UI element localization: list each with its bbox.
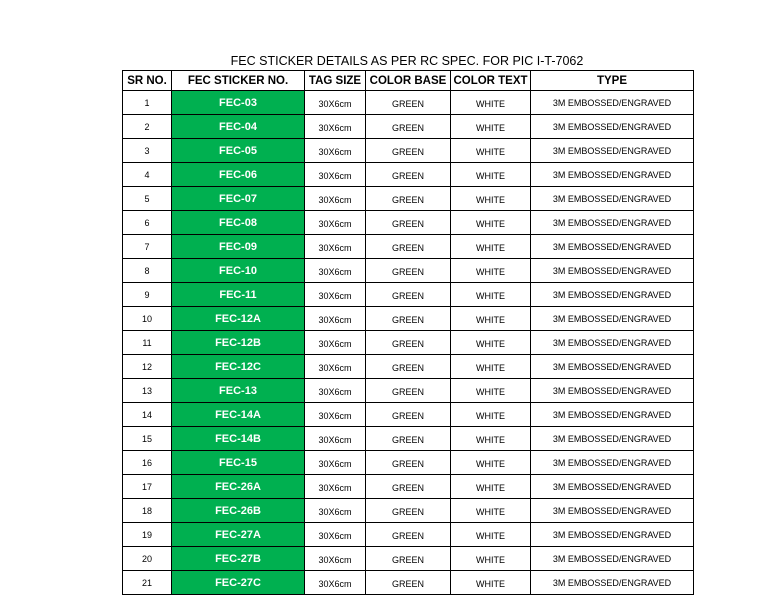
sticker-no-cell: FEC-15 [172, 451, 305, 475]
color-base-cell: GREEN [366, 523, 451, 547]
color-base-cell: GREEN [366, 307, 451, 331]
table-row [123, 499, 694, 523]
tag-size-cell: 30X6cm [305, 91, 366, 115]
color-text-cell: WHITE [451, 547, 531, 571]
tag-size-cell: 30X6cm [305, 379, 366, 403]
tag-size-cell: 30X6cm [305, 523, 366, 547]
type-cell: 3M EMBOSSED/ENGRAVED [531, 163, 694, 187]
sr-cell: 16 [123, 451, 172, 475]
sr-cell: 7 [123, 235, 172, 259]
type-cell: 3M EMBOSSED/ENGRAVED [531, 427, 694, 451]
table-row [123, 91, 694, 115]
tag-size-cell: 30X6cm [305, 451, 366, 475]
sr-cell: 12 [123, 355, 172, 379]
table-row [123, 379, 694, 403]
table-row [123, 451, 694, 475]
type-cell: 3M EMBOSSED/ENGRAVED [531, 451, 694, 475]
tag-size-cell: 30X6cm [305, 331, 366, 355]
sr-cell: 10 [123, 307, 172, 331]
color-base-cell: GREEN [366, 427, 451, 451]
table-row [123, 139, 694, 163]
sr-cell: 15 [123, 427, 172, 451]
type-cell: 3M EMBOSSED/ENGRAVED [531, 475, 694, 499]
sr-cell: 5 [123, 187, 172, 211]
type-cell: 3M EMBOSSED/ENGRAVED [531, 523, 694, 547]
sr-cell: 1 [123, 91, 172, 115]
color-base-cell: GREEN [366, 379, 451, 403]
color-text-cell: WHITE [451, 235, 531, 259]
color-text-cell: WHITE [451, 379, 531, 403]
color-text-cell: WHITE [451, 91, 531, 115]
header-type: TYPE [531, 71, 694, 91]
tag-size-cell: 30X6cm [305, 547, 366, 571]
sticker-no-cell: FEC-12A [172, 307, 305, 331]
tag-size-cell: 30X6cm [305, 211, 366, 235]
sr-cell: 8 [123, 259, 172, 283]
sticker-no-cell: FEC-11 [172, 283, 305, 307]
sticker-no-cell: FEC-14A [172, 403, 305, 427]
color-text-cell: WHITE [451, 115, 531, 139]
type-cell: 3M EMBOSSED/ENGRAVED [531, 355, 694, 379]
sr-cell: 3 [123, 139, 172, 163]
color-base-cell: GREEN [366, 475, 451, 499]
sr-cell: 2 [123, 115, 172, 139]
sticker-no-cell: FEC-12C [172, 355, 305, 379]
table-row [123, 403, 694, 427]
sticker-no-cell: FEC-09 [172, 235, 305, 259]
tag-size-cell: 30X6cm [305, 571, 366, 595]
color-base-cell: GREEN [366, 163, 451, 187]
color-base-cell: GREEN [366, 283, 451, 307]
table-row [123, 571, 694, 595]
table-row [123, 283, 694, 307]
table-body [123, 91, 694, 595]
sticker-no-cell: FEC-12B [172, 331, 305, 355]
type-cell: 3M EMBOSSED/ENGRAVED [531, 91, 694, 115]
color-base-cell: GREEN [366, 235, 451, 259]
sr-cell: 20 [123, 547, 172, 571]
color-text-cell: WHITE [451, 523, 531, 547]
type-cell: 3M EMBOSSED/ENGRAVED [531, 187, 694, 211]
table-row [123, 547, 694, 571]
sticker-no-cell: FEC-04 [172, 115, 305, 139]
color-text-cell: WHITE [451, 475, 531, 499]
sr-cell: 9 [123, 283, 172, 307]
sr-cell: 14 [123, 403, 172, 427]
color-text-cell: WHITE [451, 571, 531, 595]
type-cell: 3M EMBOSSED/ENGRAVED [531, 115, 694, 139]
type-cell: 3M EMBOSSED/ENGRAVED [531, 403, 694, 427]
color-base-cell: GREEN [366, 451, 451, 475]
tag-size-cell: 30X6cm [305, 307, 366, 331]
header-color-text: COLOR TEXT [451, 71, 531, 91]
sr-cell: 21 [123, 571, 172, 595]
color-text-cell: WHITE [451, 403, 531, 427]
sticker-no-cell: FEC-07 [172, 187, 305, 211]
color-base-cell: GREEN [366, 211, 451, 235]
table-row [123, 475, 694, 499]
sticker-no-cell: FEC-27B [172, 547, 305, 571]
color-text-cell: WHITE [451, 139, 531, 163]
color-base-cell: GREEN [366, 499, 451, 523]
sr-cell: 6 [123, 211, 172, 235]
tag-size-cell: 30X6cm [305, 115, 366, 139]
color-base-cell: GREEN [366, 355, 451, 379]
color-text-cell: WHITE [451, 499, 531, 523]
tag-size-cell: 30X6cm [305, 235, 366, 259]
type-cell: 3M EMBOSSED/ENGRAVED [531, 571, 694, 595]
color-base-cell: GREEN [366, 187, 451, 211]
header-tag-size: TAG SIZE [305, 71, 366, 91]
header-sticker-no: FEC STICKER NO. [172, 71, 305, 91]
sticker-no-cell: FEC-14B [172, 427, 305, 451]
sticker-no-cell: FEC-10 [172, 259, 305, 283]
color-base-cell: GREEN [366, 115, 451, 139]
sr-cell: 4 [123, 163, 172, 187]
sticker-no-cell: FEC-27C [172, 571, 305, 595]
sticker-no-cell: FEC-26A [172, 475, 305, 499]
sr-cell: 17 [123, 475, 172, 499]
sticker-no-cell: FEC-13 [172, 379, 305, 403]
type-cell: 3M EMBOSSED/ENGRAVED [531, 379, 694, 403]
tag-size-cell: 30X6cm [305, 403, 366, 427]
page-title: FEC STICKER DETAILS AS PER RC SPEC. FOR PIC I-T-7062 [230, 54, 584, 68]
sr-cell: 19 [123, 523, 172, 547]
sticker-no-cell: FEC-27A [172, 523, 305, 547]
type-cell: 3M EMBOSSED/ENGRAVED [531, 331, 694, 355]
color-base-cell: GREEN [366, 571, 451, 595]
table-row [123, 163, 694, 187]
sticker-no-cell: FEC-03 [172, 91, 305, 115]
color-base-cell: GREEN [366, 91, 451, 115]
sticker-no-cell: FEC-08 [172, 211, 305, 235]
header-color-base: COLOR BASE [366, 71, 451, 91]
header-row [123, 71, 694, 91]
sticker-no-cell: FEC-06 [172, 163, 305, 187]
tag-size-cell: 30X6cm [305, 427, 366, 451]
table-row [123, 427, 694, 451]
sr-cell: 11 [123, 331, 172, 355]
color-text-cell: WHITE [451, 283, 531, 307]
color-base-cell: GREEN [366, 331, 451, 355]
color-base-cell: GREEN [366, 547, 451, 571]
color-base-cell: GREEN [366, 403, 451, 427]
color-text-cell: WHITE [451, 427, 531, 451]
table-row [123, 523, 694, 547]
table-row [123, 307, 694, 331]
fec-sticker-table [122, 70, 694, 595]
table-row [123, 331, 694, 355]
tag-size-cell: 30X6cm [305, 187, 366, 211]
table-row [123, 235, 694, 259]
color-text-cell: WHITE [451, 259, 531, 283]
type-cell: 3M EMBOSSED/ENGRAVED [531, 235, 694, 259]
color-base-cell: GREEN [366, 259, 451, 283]
type-cell: 3M EMBOSSED/ENGRAVED [531, 547, 694, 571]
table-row [123, 211, 694, 235]
color-text-cell: WHITE [451, 163, 531, 187]
table-row [123, 355, 694, 379]
type-cell: 3M EMBOSSED/ENGRAVED [531, 283, 694, 307]
color-text-cell: WHITE [451, 451, 531, 475]
color-text-cell: WHITE [451, 211, 531, 235]
header-sr-no: SR NO. [123, 71, 172, 91]
color-text-cell: WHITE [451, 187, 531, 211]
table-row [123, 115, 694, 139]
tag-size-cell: 30X6cm [305, 355, 366, 379]
tag-size-cell: 30X6cm [305, 139, 366, 163]
table-row [123, 187, 694, 211]
sticker-no-cell: FEC-05 [172, 139, 305, 163]
tag-size-cell: 30X6cm [305, 475, 366, 499]
type-cell: 3M EMBOSSED/ENGRAVED [531, 139, 694, 163]
tag-size-cell: 30X6cm [305, 283, 366, 307]
tag-size-cell: 30X6cm [305, 499, 366, 523]
type-cell: 3M EMBOSSED/ENGRAVED [531, 499, 694, 523]
type-cell: 3M EMBOSSED/ENGRAVED [531, 307, 694, 331]
type-cell: 3M EMBOSSED/ENGRAVED [531, 259, 694, 283]
color-text-cell: WHITE [451, 355, 531, 379]
color-text-cell: WHITE [451, 331, 531, 355]
color-base-cell: GREEN [366, 139, 451, 163]
sr-cell: 18 [123, 499, 172, 523]
tag-size-cell: 30X6cm [305, 163, 366, 187]
color-text-cell: WHITE [451, 307, 531, 331]
sticker-no-cell: FEC-26B [172, 499, 305, 523]
type-cell: 3M EMBOSSED/ENGRAVED [531, 211, 694, 235]
table-row [123, 259, 694, 283]
tag-size-cell: 30X6cm [305, 259, 366, 283]
sr-cell: 13 [123, 379, 172, 403]
